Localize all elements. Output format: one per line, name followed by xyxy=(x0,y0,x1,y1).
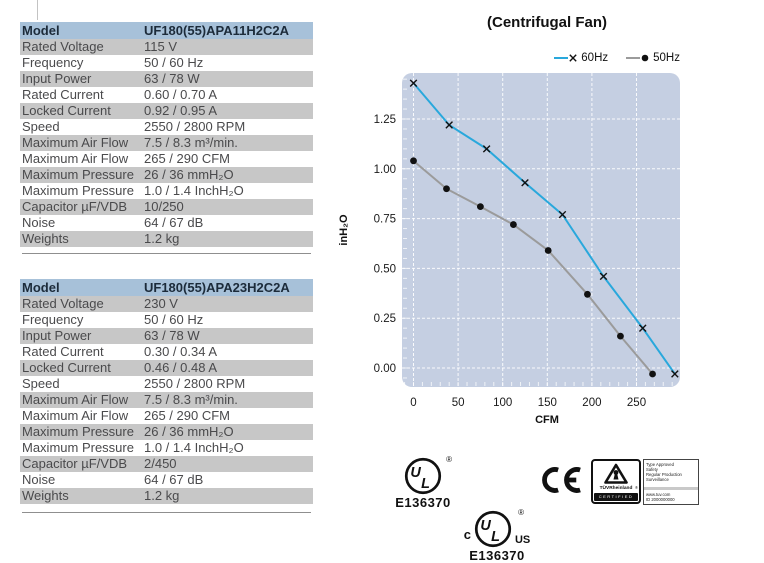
spec-row-label: Maximum Pressure xyxy=(22,424,134,439)
svg-text:250: 250 xyxy=(626,397,647,409)
spec-row-value: 2550 / 2800 RPM xyxy=(144,119,246,134)
spec-row-label: Rated Current xyxy=(22,344,104,359)
spec-table-model-2 xyxy=(20,279,313,504)
cul-file-number: E136370 xyxy=(469,548,525,563)
spec-row-value: 1.0 / 1.4 InchH₂O xyxy=(144,183,244,198)
table-separator xyxy=(22,512,311,513)
spec-row xyxy=(20,392,313,408)
model-label: Model xyxy=(22,23,60,38)
spec-row-value: 2550 / 2800 RPM xyxy=(144,376,246,391)
spec-row-value: 26 / 36 mmH₂O xyxy=(144,167,234,182)
registered-mark: ® xyxy=(518,508,524,517)
spec-row-value: 1.2 kg xyxy=(144,231,180,246)
spec-row-value: 0.46 / 0.48 A xyxy=(144,360,218,375)
ul-mark-icon xyxy=(471,510,515,548)
tuv-divider xyxy=(644,487,698,490)
cul-us-label: US xyxy=(514,534,531,546)
svg-text:U: U xyxy=(480,517,491,534)
spec-row-value: 7.5 / 8.3 m³/min. xyxy=(144,135,238,150)
tuv-attribute: Surveillance xyxy=(646,477,669,482)
spec-row-value: 10/250 xyxy=(144,199,184,214)
spec-rows xyxy=(20,296,313,504)
tuv-attribute: Safety xyxy=(646,467,658,472)
spec-row-label: Maximum Pressure xyxy=(22,167,134,182)
tuv-logo xyxy=(591,459,699,505)
spec-row-value: 265 / 290 CFM xyxy=(144,408,230,423)
spec-row-value: 0.92 / 0.95 A xyxy=(144,103,218,118)
svg-text:1.25: 1.25 xyxy=(373,114,396,126)
svg-text:0.25: 0.25 xyxy=(373,313,396,326)
spec-row xyxy=(20,103,313,119)
spec-row xyxy=(20,151,313,167)
spec-row xyxy=(20,87,313,103)
spec-row-value: 64 / 67 dB xyxy=(144,472,204,487)
cul-us-logo xyxy=(458,510,536,563)
spec-row xyxy=(20,55,313,71)
spec-row xyxy=(20,199,313,215)
registered-mark: ® xyxy=(635,485,638,490)
spec-row-label: Noise xyxy=(22,215,56,230)
ce-mark-icon xyxy=(540,465,582,495)
spec-row xyxy=(20,440,313,456)
svg-text:200: 200 xyxy=(582,397,602,409)
spec-row-value: 0.30 / 0.34 A xyxy=(144,344,218,359)
spec-row-value: 7.5 / 8.3 m³/min. xyxy=(144,392,238,407)
svg-text:L: L xyxy=(421,475,431,492)
spec-row xyxy=(20,456,313,472)
tuv-website: www.tuv.com xyxy=(646,492,671,497)
svg-text:150: 150 xyxy=(537,397,557,409)
spec-row xyxy=(20,424,313,440)
spec-row-label: Speed xyxy=(22,119,60,134)
spec-row-label: Maximum Pressure xyxy=(22,440,134,455)
tuv-attribute: Regular Production xyxy=(646,472,682,477)
ul-mark-icon xyxy=(401,457,445,495)
svg-text:0: 0 xyxy=(410,397,417,409)
spec-row xyxy=(20,312,313,328)
tuv-triangle-icon xyxy=(604,463,628,485)
chart-x-axis-label: CFM xyxy=(535,414,559,426)
model-number: UF180(55)APA23H2C2A xyxy=(144,280,290,295)
legend-label: 60Hz xyxy=(581,52,609,64)
registered-mark: ® xyxy=(446,455,452,464)
tuv-badge xyxy=(591,459,641,504)
ul-file-number: E136370 xyxy=(395,495,451,510)
table-separator xyxy=(22,253,311,254)
spec-row xyxy=(20,119,313,135)
svg-text:1.00: 1.00 xyxy=(373,163,396,176)
spec-row xyxy=(20,39,313,55)
spec-row-value: 63 / 78 W xyxy=(144,71,200,86)
svg-text:U: U xyxy=(410,464,421,481)
spec-table-header xyxy=(20,22,313,39)
tuv-brand: TÜVRheinland xyxy=(599,486,633,491)
spec-row xyxy=(20,296,313,312)
spec-row xyxy=(20,472,313,488)
spec-row-value: 2/450 xyxy=(144,456,177,471)
svg-text:100: 100 xyxy=(493,397,513,409)
ce-logo xyxy=(540,465,582,500)
spec-row-label: Rated Voltage xyxy=(22,39,104,54)
spec-row xyxy=(20,488,313,504)
svg-text:0.50: 0.50 xyxy=(373,263,396,276)
spec-row-value: 265 / 290 CFM xyxy=(144,151,230,166)
model-number: UF180(55)APA11H2C2A xyxy=(144,23,289,38)
spec-row-label: Maximum Pressure xyxy=(22,183,134,198)
spec-row-label: Noise xyxy=(22,472,56,487)
spec-row-label: Speed xyxy=(22,376,60,391)
model-label: Model xyxy=(22,280,60,295)
spec-row xyxy=(20,408,313,424)
spec-table-model-1 xyxy=(20,22,313,247)
spec-rows xyxy=(20,39,313,247)
spec-row xyxy=(20,135,313,151)
spec-row-value: 0.60 / 0.70 A xyxy=(144,87,218,102)
spec-row-value: 115 V xyxy=(144,39,178,54)
cul-c-label: c xyxy=(463,527,471,542)
ul-logo xyxy=(392,457,454,510)
tuv-cert-id: ID 2000000000 xyxy=(646,497,675,502)
spec-row-label: Locked Current xyxy=(22,103,111,118)
spec-row-value: 63 / 78 W xyxy=(144,328,200,343)
spec-row-label: Capacitor µF/VDB xyxy=(22,199,128,214)
spec-row-label: Capacitor µF/VDB xyxy=(22,456,128,471)
spec-row-value: 64 / 67 dB xyxy=(144,215,204,230)
spec-row-label: Maximum Air Flow xyxy=(22,135,129,150)
spec-row-label: Maximum Air Flow xyxy=(22,151,129,166)
spec-row xyxy=(20,215,313,231)
tuv-attribute: Type Approved xyxy=(646,462,674,467)
tuv-certified-label: CERTIFIED xyxy=(594,493,638,501)
legend-label: 50Hz xyxy=(653,52,680,64)
svg-text:0.00: 0.00 xyxy=(373,363,396,375)
spec-row-label: Input Power xyxy=(22,328,92,343)
spec-row xyxy=(20,231,313,247)
spec-row-label: Rated Current xyxy=(22,87,104,102)
svg-text:0.75: 0.75 xyxy=(373,213,396,226)
svg-text:50: 50 xyxy=(451,397,465,409)
spec-table-header xyxy=(20,279,313,296)
spec-row-value: 1.0 / 1.4 InchH₂O xyxy=(144,440,244,455)
spec-row-label: Frequency xyxy=(22,55,84,70)
spec-row xyxy=(20,183,313,199)
spec-row-label: Maximum Air Flow xyxy=(22,392,129,407)
spec-row xyxy=(20,328,313,344)
chart-svg xyxy=(330,0,764,440)
chart-y-axis-label: inH₂O xyxy=(338,214,350,246)
spec-row-value: 230 V xyxy=(144,296,178,311)
spec-row xyxy=(20,71,313,87)
spec-row-value: 1.2 kg xyxy=(144,488,180,503)
svg-text:L: L xyxy=(491,528,501,545)
spec-row xyxy=(20,167,313,183)
spec-row xyxy=(20,344,313,360)
spec-row-value: 50 / 60 Hz xyxy=(144,312,204,327)
page-border-stub xyxy=(37,0,38,20)
tuv-attributes-panel xyxy=(643,459,699,505)
spec-row-label: Weights xyxy=(22,231,69,246)
chart-title: (Centrifugal Fan) xyxy=(487,14,607,31)
spec-row-label: Weights xyxy=(22,488,69,503)
spec-row-label: Frequency xyxy=(22,312,84,327)
spec-row-value: 50 / 60 Hz xyxy=(144,55,204,70)
spec-row xyxy=(20,360,313,376)
spec-row-label: Input Power xyxy=(22,71,92,86)
spec-row-value: 26 / 36 mmH₂O xyxy=(144,424,234,439)
tuv-attributes xyxy=(646,462,696,482)
spec-row-label: Rated Voltage xyxy=(22,296,104,311)
spec-row xyxy=(20,376,313,392)
spec-row-label: Maximum Air Flow xyxy=(22,408,129,423)
spec-row-label: Locked Current xyxy=(22,360,111,375)
